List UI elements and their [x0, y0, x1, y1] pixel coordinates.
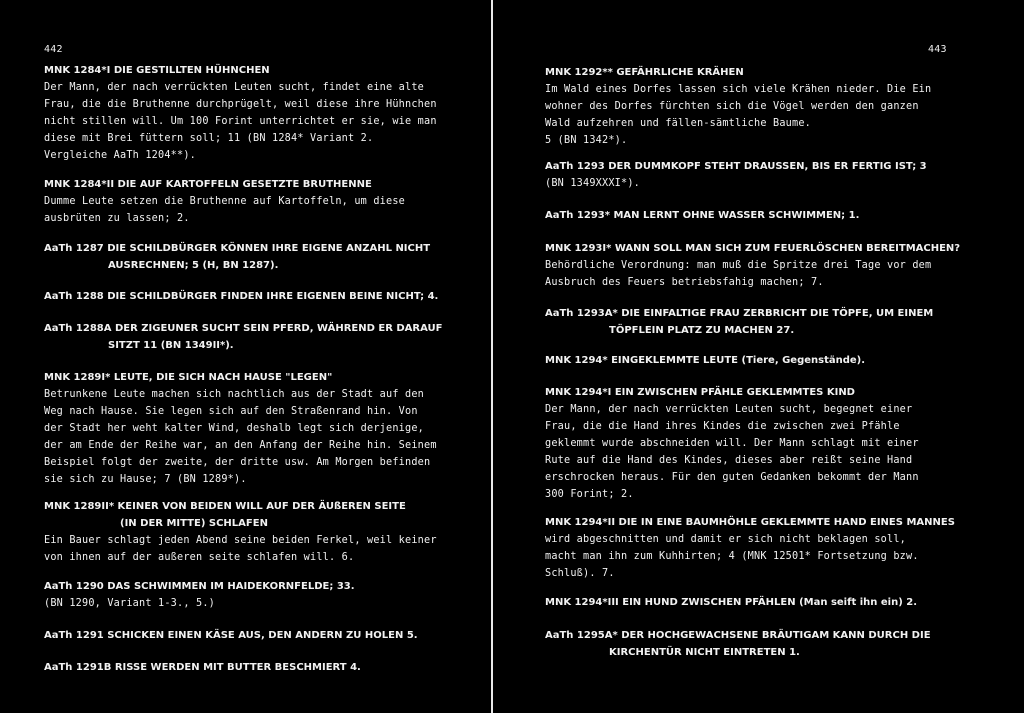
entry-heading: MNK 1284*II DIE AUF KARTOFFELN GESETZTE BRUTHENNE	[44, 179, 372, 190]
entry-heading: AaTh 1287 DIE SCHILDBÜRGER KÖNNEN IHRE EIGENE ANZAHL NICHT	[44, 243, 431, 254]
entry-heading: AaTh 1288A DER ZIGEUNER SUCHT SEIN PFERD, WÄHREND ER DARAUF	[44, 323, 443, 334]
entry-line: Vergleiche AaTh 1204**).	[44, 150, 197, 161]
entry-line: erschrocken heraus. Für den guten Gedanken bekommt der Mann	[545, 472, 919, 483]
entry-line: ausbrüten zu lassen; 2.	[44, 213, 190, 224]
entry-heading: MNK 1294*III EIN HUND ZWISCHEN PFÄHLEN (Man seift ihn ein) 2.	[545, 597, 917, 608]
entry	[545, 207, 945, 224]
entry	[44, 288, 454, 305]
entry-heading: AaTh 1288 DIE SCHILDBÜRGER FINDEN IHRE EIGENEN BEINE NICHT; 4.	[44, 291, 439, 302]
entry	[545, 594, 945, 611]
entry-heading: MNK 1294* EINGEKLEMMTE LEUTE (Tiere, Gegenstände).	[545, 355, 866, 366]
entry-line: wohner des Dorfes fürchten sich die Vögel werden den ganzen	[545, 101, 919, 112]
entry-line: Ein Bauer schlagt jeden Abend seine beiden Ferkel, weil keiner	[44, 535, 437, 546]
entry-heading-continuation: KIRCHENTÜR NICHT EINTRETEN 1.	[609, 647, 800, 658]
entry-heading: MNK 1292** GEFÄHRLICHE KRÄHEN	[545, 67, 744, 78]
entry-line: (BN 1349XXXI*).	[545, 178, 641, 189]
entry-heading: AaTh 1291 SCHICKEN EINEN KÄSE AUS, DEN ANDERN ZU HOLEN 5.	[44, 630, 418, 641]
entry-line: macht man ihn zum Kuhhirten; 4 (MNK 12501* Fortsetzung bzw.	[545, 551, 919, 562]
entry	[545, 240, 961, 291]
entry	[44, 176, 454, 227]
entry-line: sie sich zu Hause; 7 (BN 1289*).	[44, 474, 247, 485]
entry	[44, 659, 454, 676]
entry-heading: AaTh 1293* MAN LERNT OHNE WASSER SCHWIMMEN; 1.	[545, 210, 860, 221]
entry-line: geklemmt wurde abschneiden will. Der Mann schlagt mit einer	[545, 438, 919, 449]
entry	[44, 498, 454, 566]
entry	[545, 514, 955, 582]
entry-line: nicht stillen will. Um 100 Forint unterrichtet er sie, wie man	[44, 116, 437, 127]
entry	[44, 627, 454, 644]
entry-line: Ausbruch des Feuers betriebsfahig machen; 7.	[545, 277, 824, 288]
entry-heading: MNK 1289I* LEUTE, DIE SICH NACH HAUSE "LEGEN"	[44, 372, 333, 383]
entry-heading: MNK 1284*I DIE GESTILLTEN HÜHNCHEN	[44, 65, 270, 76]
entry-heading: MNK 1294*I EIN ZWISCHEN PFÄHLE GEKLEMMTES KIND	[545, 387, 855, 398]
entry-line: Dumme Leute setzen die Bruthenne auf Kartoffeln, um diese	[44, 196, 406, 207]
entry-line: Rute auf die Hand des Kindes, dieses aber reißt seine Hand	[545, 455, 913, 466]
entry-heading-continuation: (IN DER MITTE) SCHLAFEN	[120, 518, 268, 529]
entry-line: Schluß). 7.	[545, 568, 615, 579]
entry	[44, 62, 454, 164]
entry	[545, 64, 945, 149]
entry-heading: AaTh 1291B RISSE WERDEN MIT BUTTER BESCHMIERT 4.	[44, 662, 361, 673]
entry-heading-continuation: SITZT 11 (BN 1349II*).	[108, 340, 234, 351]
entry-line: Frau, die die Hand ihres Kindes die zwischen zwei Pfähle	[545, 421, 900, 432]
entry	[545, 384, 945, 503]
entry	[545, 305, 945, 339]
entry-heading: MNK 1293I* WANN SOLL MAN SICH ZUM FEUERLÖSCHEN BEREITMACHEN?	[545, 243, 961, 254]
entry	[545, 158, 945, 192]
entry-line: der Stadt her weht kalter Wind, deshalb legt sich derjenige,	[44, 423, 425, 434]
right-page	[496, 0, 1024, 713]
entry-heading-continuation: AUSRECHNEN; 5 (H, BN 1287).	[108, 260, 279, 271]
entry-heading-continuation: TÖPFLEIN PLATZ ZU MACHEN 27.	[609, 325, 795, 336]
entry-line: Beispiel folgt der zweite, der dritte usw. Am Morgen befinden	[44, 457, 431, 468]
entry-heading: MNK 1289II* KEINER VON BEIDEN WILL AUF DER ÄUßEREN SEITE	[44, 501, 406, 512]
entry-line: diese mit Brei füttern soll; 11 (BN 1284* Variant 2.	[44, 133, 374, 144]
entry-line: Wald aufzehren und fällen-sämtliche Baume.	[545, 118, 812, 129]
page-number: 443	[928, 44, 947, 55]
entry	[44, 369, 454, 488]
entry-line: Der Mann, der nach verrückten Leuten sucht, begegnet einer	[545, 404, 913, 415]
entry-line: von ihnen auf der außeren seite schlafen will. 6.	[44, 552, 355, 563]
entry-line: (BN 1290, Variant 1-3., 5.)	[44, 598, 216, 609]
page-number: 442	[44, 44, 63, 55]
entry	[44, 578, 454, 612]
entry-line: der am Ende der Reihe war, an den Anfang der Reihe hin. Seinem	[44, 440, 437, 451]
entry-line: Der Mann, der nach verrückten Leuten sucht, findet eine alte	[44, 82, 425, 93]
entry-line: Weg nach Hause. Sie legen sich auf den Straßenrand hin. Von	[44, 406, 418, 417]
entry-line: Behördliche Verordnung: man muß die Spritze drei Tage vor dem	[545, 260, 932, 271]
entry-heading: AaTh 1295A* DER HOCHGEWACHSENE BRÄUTIGAM KANN DURCH DIE	[545, 630, 931, 641]
entry	[545, 352, 945, 369]
entry-heading: AaTh 1290 DAS SCHWIMMEN IM HAIDEKORNFELDE; 33.	[44, 581, 355, 592]
entry-heading: AaTh 1293 DER DUMMKOPF STEHT DRAUSSEN, BIS ER FERTIG IST; 3	[545, 161, 927, 172]
entry	[545, 627, 945, 661]
left-page	[0, 0, 492, 713]
entry	[44, 320, 454, 354]
entry	[44, 240, 454, 274]
entry-line: Frau, die die Bruthenne durchprügelt, weil diese ihre Hühnchen	[44, 99, 437, 110]
entry-line: wird abgeschnitten und damit er sich nicht beklagen soll,	[545, 534, 907, 545]
entry-line: 5 (BN 1342*).	[545, 135, 628, 146]
entry-line: 300 Forint; 2.	[545, 489, 634, 500]
entry-line: Im Wald eines Dorfes lassen sich viele Krähen nieder. Die Ein	[545, 84, 932, 95]
entry-line: Betrunkene Leute machen sich nachtlich aus der Stadt auf den	[44, 389, 425, 400]
entry-heading: MNK 1294*II DIE IN EINE BAUMHÖHLE GEKLEMMTE HAND EINES MANNES	[545, 517, 955, 528]
entry-heading: AaTh 1293A* DIE EINFALTIGE FRAU ZERBRICHT DIE TÖPFE, UM EINEM	[545, 308, 934, 319]
